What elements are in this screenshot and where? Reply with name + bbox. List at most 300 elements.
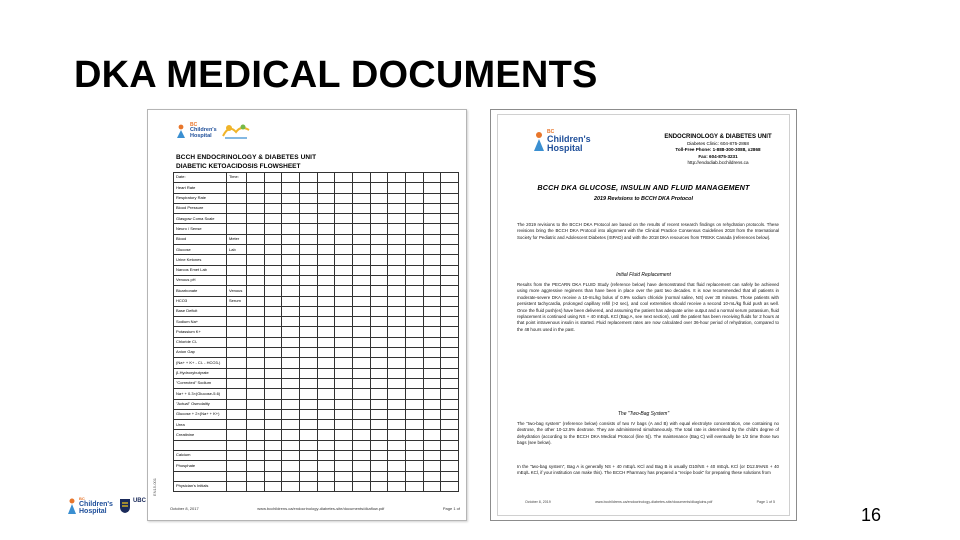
flowsheet-cell[interactable] [247,420,265,430]
flowsheet-cell[interactable] [370,214,388,224]
flowsheet-cell[interactable] [405,265,423,275]
flowsheet-cell[interactable] [335,224,353,234]
flowsheet-cell[interactable] [388,234,406,244]
flowsheet-cell[interactable] [264,389,282,399]
flowsheet-cell[interactable] [370,471,388,481]
flowsheet-cell[interactable] [405,203,423,213]
flowsheet-cell[interactable] [264,183,282,193]
flowsheet-cell[interactable] [352,245,370,255]
flowsheet-cell[interactable] [299,286,317,296]
flowsheet-cell[interactable] [299,378,317,388]
flowsheet-cell[interactable] [335,451,353,461]
flowsheet-cell[interactable] [370,348,388,358]
flowsheet-cell[interactable] [370,224,388,234]
flowsheet-cell[interactable] [264,296,282,306]
flowsheet-cell[interactable] [264,471,282,481]
flowsheet-cell[interactable] [423,399,441,409]
flowsheet-cell[interactable] [247,203,265,213]
flowsheet-cell[interactable] [317,409,335,419]
flowsheet-cell[interactable] [247,471,265,481]
flowsheet-cell[interactable] [335,389,353,399]
flowsheet-cell[interactable] [441,224,459,234]
flowsheet-cell[interactable] [423,481,441,491]
flowsheet-cell[interactable] [441,327,459,337]
flowsheet-cell[interactable] [370,451,388,461]
flowsheet-cell[interactable] [317,275,335,285]
flowsheet-cell[interactable] [317,481,335,491]
flowsheet-cell[interactable] [247,265,265,275]
flowsheet-cell[interactable] [352,327,370,337]
flowsheet-cell[interactable] [405,327,423,337]
flowsheet-cell[interactable] [282,173,300,183]
flowsheet-cell[interactable] [388,214,406,224]
flowsheet-cell[interactable] [352,255,370,265]
flowsheet-cell[interactable] [423,337,441,347]
flowsheet-cell[interactable] [317,389,335,399]
flowsheet-cell[interactable] [282,245,300,255]
flowsheet-cell[interactable] [352,471,370,481]
flowsheet-cell[interactable] [282,203,300,213]
flowsheet-cell[interactable] [370,306,388,316]
flowsheet-cell[interactable] [423,471,441,481]
management-document[interactable] [490,109,797,521]
flowsheet-cell[interactable] [247,481,265,491]
flowsheet-cell[interactable] [388,203,406,213]
flowsheet-cell[interactable] [352,224,370,234]
flowsheet-cell[interactable] [370,461,388,471]
flowsheet-cell[interactable] [299,471,317,481]
flowsheet-cell[interactable] [441,420,459,430]
flowsheet-cell[interactable] [388,173,406,183]
flowsheet-cell[interactable] [247,327,265,337]
flowsheet-cell[interactable] [247,317,265,327]
flowsheet-cell[interactable] [441,471,459,481]
flowsheet-cell[interactable] [335,286,353,296]
flowsheet-cell[interactable] [299,358,317,368]
flowsheet-cell[interactable] [264,173,282,183]
flowsheet-document[interactable] [147,109,467,521]
flowsheet-cell[interactable] [335,245,353,255]
flowsheet-cell[interactable] [352,286,370,296]
flowsheet-cell[interactable] [282,214,300,224]
flowsheet-cell[interactable] [335,420,353,430]
flowsheet-cell[interactable] [352,420,370,430]
flowsheet-cell[interactable] [264,440,282,450]
flowsheet-cell[interactable] [317,358,335,368]
flowsheet-cell[interactable] [441,286,459,296]
flowsheet-cell[interactable] [352,409,370,419]
flowsheet-cell[interactable] [335,265,353,275]
flowsheet-cell[interactable] [370,389,388,399]
flowsheet-cell[interactable] [370,173,388,183]
flowsheet-cell[interactable] [352,234,370,244]
flowsheet-cell[interactable] [264,317,282,327]
flowsheet-cell[interactable] [388,399,406,409]
flowsheet-cell[interactable] [282,265,300,275]
flowsheet-cell[interactable] [441,265,459,275]
flowsheet-cell[interactable] [441,337,459,347]
flowsheet-cell[interactable] [299,327,317,337]
flowsheet-cell[interactable] [423,234,441,244]
flowsheet-cell[interactable] [335,255,353,265]
flowsheet-cell[interactable] [423,203,441,213]
flowsheet-cell[interactable] [423,183,441,193]
flowsheet-cell[interactable] [423,245,441,255]
flowsheet-cell[interactable] [282,399,300,409]
flowsheet-cell[interactable] [388,224,406,234]
flowsheet-cell[interactable] [247,173,265,183]
flowsheet-cell[interactable] [282,296,300,306]
flowsheet-cell[interactable] [441,203,459,213]
flowsheet-cell[interactable] [317,306,335,316]
flowsheet-cell[interactable] [317,245,335,255]
flowsheet-cell[interactable] [441,378,459,388]
flowsheet-cell[interactable] [317,368,335,378]
flowsheet-cell[interactable] [423,389,441,399]
flowsheet-cell[interactable] [247,245,265,255]
flowsheet-cell[interactable] [282,440,300,450]
flowsheet-cell[interactable] [441,451,459,461]
flowsheet-cell[interactable] [441,275,459,285]
flowsheet-cell[interactable] [282,327,300,337]
flowsheet-cell[interactable] [282,193,300,203]
flowsheet-cell[interactable] [317,317,335,327]
flowsheet-cell[interactable] [405,286,423,296]
flowsheet-cell[interactable] [352,358,370,368]
flowsheet-cell[interactable] [388,275,406,285]
flowsheet-cell[interactable] [299,203,317,213]
flowsheet-cell[interactable] [405,337,423,347]
flowsheet-cell[interactable] [370,399,388,409]
flowsheet-cell[interactable] [423,275,441,285]
flowsheet-cell[interactable] [405,214,423,224]
flowsheet-cell[interactable] [299,409,317,419]
flowsheet-cell[interactable] [335,193,353,203]
flowsheet-cell[interactable] [317,296,335,306]
flowsheet-cell[interactable] [317,286,335,296]
flowsheet-cell[interactable] [352,183,370,193]
flowsheet-cell[interactable] [370,430,388,440]
flowsheet-cell[interactable] [317,430,335,440]
flowsheet-cell[interactable] [441,255,459,265]
flowsheet-cell[interactable] [352,481,370,491]
flowsheet-cell[interactable] [264,378,282,388]
flowsheet-cell[interactable] [299,173,317,183]
flowsheet-cell[interactable] [299,430,317,440]
flowsheet-cell[interactable] [388,481,406,491]
flowsheet-cell[interactable] [299,440,317,450]
flowsheet-cell[interactable] [264,358,282,368]
flowsheet-cell[interactable] [335,440,353,450]
flowsheet-cell[interactable] [264,193,282,203]
flowsheet-cell[interactable] [335,461,353,471]
flowsheet-cell[interactable] [247,378,265,388]
flowsheet-cell[interactable] [282,451,300,461]
flowsheet-cell[interactable] [264,399,282,409]
flowsheet-cell[interactable] [282,389,300,399]
flowsheet-cell[interactable] [247,275,265,285]
flowsheet-cell[interactable] [282,317,300,327]
flowsheet-cell[interactable] [317,440,335,450]
flowsheet-cell[interactable] [388,317,406,327]
flowsheet-cell[interactable] [405,173,423,183]
flowsheet-cell[interactable] [405,399,423,409]
flowsheet-cell[interactable] [335,173,353,183]
flowsheet-cell[interactable] [352,399,370,409]
flowsheet-cell[interactable] [299,461,317,471]
flowsheet-cell[interactable] [405,430,423,440]
flowsheet-cell[interactable] [441,440,459,450]
flowsheet-cell[interactable] [282,348,300,358]
flowsheet-cell[interactable] [441,430,459,440]
flowsheet-cell[interactable] [335,348,353,358]
flowsheet-cell[interactable] [264,286,282,296]
flowsheet-cell[interactable] [388,348,406,358]
flowsheet-cell[interactable] [247,193,265,203]
flowsheet-cell[interactable] [282,368,300,378]
flowsheet-cell[interactable] [441,296,459,306]
flowsheet-cell[interactable] [335,296,353,306]
flowsheet-cell[interactable] [264,481,282,491]
flowsheet-cell[interactable] [388,286,406,296]
flowsheet-cell[interactable] [335,337,353,347]
flowsheet-cell[interactable] [299,348,317,358]
flowsheet-cell[interactable] [370,337,388,347]
flowsheet-cell[interactable] [282,255,300,265]
flowsheet-cell[interactable] [423,368,441,378]
flowsheet-cell[interactable] [299,183,317,193]
flowsheet-cell[interactable] [335,327,353,337]
flowsheet-cell[interactable] [247,296,265,306]
flowsheet-cell[interactable] [282,471,300,481]
flowsheet-cell[interactable] [317,337,335,347]
flowsheet-cell[interactable] [335,317,353,327]
flowsheet-cell[interactable] [264,451,282,461]
flowsheet-cell[interactable] [405,461,423,471]
flowsheet-cell[interactable] [423,451,441,461]
flowsheet-cell[interactable] [247,183,265,193]
flowsheet-cell[interactable] [299,224,317,234]
flowsheet-cell[interactable] [405,234,423,244]
flowsheet-cell[interactable] [352,214,370,224]
flowsheet-cell[interactable] [335,234,353,244]
flowsheet-cell[interactable] [370,203,388,213]
flowsheet-cell[interactable] [423,430,441,440]
flowsheet-cell[interactable] [247,451,265,461]
flowsheet-cell[interactable] [264,348,282,358]
flowsheet-cell[interactable] [264,327,282,337]
flowsheet-cell[interactable] [388,389,406,399]
flowsheet-cell[interactable] [352,296,370,306]
flowsheet-cell[interactable] [335,399,353,409]
flowsheet-cell[interactable] [441,368,459,378]
flowsheet-cell[interactable] [317,461,335,471]
flowsheet-cell[interactable] [352,337,370,347]
flowsheet-cell[interactable] [299,337,317,347]
flowsheet-cell[interactable] [299,193,317,203]
flowsheet-cell[interactable] [423,296,441,306]
flowsheet-cell[interactable] [441,358,459,368]
flowsheet-cell[interactable] [247,234,265,244]
flowsheet-cell[interactable] [299,296,317,306]
flowsheet-cell[interactable] [335,358,353,368]
flowsheet-cell[interactable] [299,275,317,285]
flowsheet-cell[interactable] [370,440,388,450]
flowsheet-cell[interactable] [317,265,335,275]
flowsheet-cell[interactable] [264,255,282,265]
flowsheet-cell[interactable] [441,234,459,244]
flowsheet-cell[interactable] [247,306,265,316]
flowsheet-cell[interactable] [299,306,317,316]
flowsheet-cell[interactable] [247,358,265,368]
flowsheet-cell[interactable] [405,296,423,306]
flowsheet-cell[interactable] [282,183,300,193]
flowsheet-cell[interactable] [264,409,282,419]
flowsheet-cell[interactable] [247,224,265,234]
flowsheet-cell[interactable] [388,183,406,193]
flowsheet-cell[interactable] [264,275,282,285]
flowsheet-cell[interactable] [335,481,353,491]
flowsheet-cell[interactable] [370,368,388,378]
flowsheet-cell[interactable] [299,481,317,491]
flowsheet-cell[interactable] [423,461,441,471]
flowsheet-cell[interactable] [317,224,335,234]
flowsheet-cell[interactable] [317,471,335,481]
flowsheet-cell[interactable] [352,430,370,440]
flowsheet-cell[interactable] [441,389,459,399]
flowsheet-cell[interactable] [370,265,388,275]
flowsheet-cell[interactable] [405,389,423,399]
flowsheet-cell[interactable] [441,173,459,183]
flowsheet-cell[interactable] [423,193,441,203]
flowsheet-cell[interactable] [405,306,423,316]
flowsheet-cell[interactable] [388,265,406,275]
flowsheet-cell[interactable] [405,358,423,368]
flowsheet-cell[interactable] [405,451,423,461]
flowsheet-cell[interactable] [423,327,441,337]
flowsheet-cell[interactable] [352,193,370,203]
flowsheet-cell[interactable] [388,358,406,368]
flowsheet-cell[interactable] [352,440,370,450]
flowsheet-cell[interactable] [317,348,335,358]
flowsheet-cell[interactable] [247,286,265,296]
flowsheet-cell[interactable] [299,245,317,255]
flowsheet-cell[interactable] [405,481,423,491]
flowsheet-cell[interactable] [299,214,317,224]
flowsheet-cell[interactable] [370,409,388,419]
flowsheet-cell[interactable] [282,430,300,440]
flowsheet-cell[interactable] [388,440,406,450]
flowsheet-cell[interactable] [441,183,459,193]
flowsheet-cell[interactable] [405,440,423,450]
flowsheet-cell[interactable] [352,317,370,327]
flowsheet-cell[interactable] [441,214,459,224]
flowsheet-cell[interactable] [264,214,282,224]
flowsheet-cell[interactable] [335,430,353,440]
flowsheet-cell[interactable] [405,471,423,481]
flowsheet-cell[interactable] [370,358,388,368]
flowsheet-cell[interactable] [352,378,370,388]
flowsheet-cell[interactable] [317,378,335,388]
flowsheet-cell[interactable] [247,399,265,409]
flowsheet-cell[interactable] [423,173,441,183]
flowsheet-cell[interactable] [335,409,353,419]
flowsheet-cell[interactable] [282,337,300,347]
flowsheet-cell[interactable] [423,224,441,234]
flowsheet-cell[interactable] [352,265,370,275]
flowsheet-cell[interactable] [423,214,441,224]
flowsheet-cell[interactable] [299,265,317,275]
flowsheet-cell[interactable] [247,337,265,347]
flowsheet-cell[interactable] [317,203,335,213]
flowsheet-cell[interactable] [388,430,406,440]
flowsheet-cell[interactable] [352,348,370,358]
flowsheet-cell[interactable] [317,255,335,265]
flowsheet-cell[interactable] [264,306,282,316]
flowsheet-cell[interactable] [388,420,406,430]
flowsheet-cell[interactable] [335,368,353,378]
flowsheet-cell[interactable] [388,306,406,316]
flowsheet-cell[interactable] [247,461,265,471]
flowsheet-cell[interactable] [282,461,300,471]
flowsheet-cell[interactable] [388,409,406,419]
flowsheet-cell[interactable] [352,451,370,461]
flowsheet-cell[interactable] [388,255,406,265]
flowsheet-cell[interactable] [388,368,406,378]
flowsheet-cell[interactable] [370,275,388,285]
flowsheet-cell[interactable] [317,420,335,430]
flowsheet-cell[interactable] [282,420,300,430]
flowsheet-cell[interactable] [423,420,441,430]
flowsheet-cell[interactable] [247,368,265,378]
flowsheet-cell[interactable] [405,255,423,265]
flowsheet-cell[interactable] [423,255,441,265]
flowsheet-cell[interactable] [352,275,370,285]
flowsheet-cell[interactable] [423,265,441,275]
flowsheet-cell[interactable] [370,193,388,203]
flowsheet-cell[interactable] [352,203,370,213]
flowsheet-cell[interactable] [405,409,423,419]
flowsheet-cell[interactable] [247,255,265,265]
flowsheet-cell[interactable] [370,378,388,388]
flowsheet-cell[interactable] [441,193,459,203]
flowsheet-cell[interactable] [441,461,459,471]
flowsheet-cell[interactable] [317,327,335,337]
flowsheet-cell[interactable] [441,481,459,491]
flowsheet-cell[interactable] [247,430,265,440]
flowsheet-cell[interactable] [441,306,459,316]
flowsheet-cell[interactable] [352,173,370,183]
flowsheet-cell[interactable] [370,327,388,337]
flowsheet-cell[interactable] [405,193,423,203]
flowsheet-cell[interactable] [388,245,406,255]
flowsheet-cell[interactable] [352,368,370,378]
flowsheet-cell[interactable] [317,214,335,224]
flowsheet-cell[interactable] [370,183,388,193]
flowsheet-cell[interactable] [405,368,423,378]
flowsheet-cell[interactable] [370,234,388,244]
flowsheet-cell[interactable] [370,286,388,296]
flowsheet-cell[interactable] [335,378,353,388]
flowsheet-cell[interactable] [282,378,300,388]
flowsheet-cell[interactable] [264,420,282,430]
flowsheet-cell[interactable] [282,275,300,285]
flowsheet-cell[interactable] [370,255,388,265]
website-link[interactable]: http://endodiab.bcchildrens.ca [687,160,749,165]
flowsheet-cell[interactable] [370,245,388,255]
flowsheet-cell[interactable] [352,306,370,316]
flowsheet-cell[interactable] [335,183,353,193]
